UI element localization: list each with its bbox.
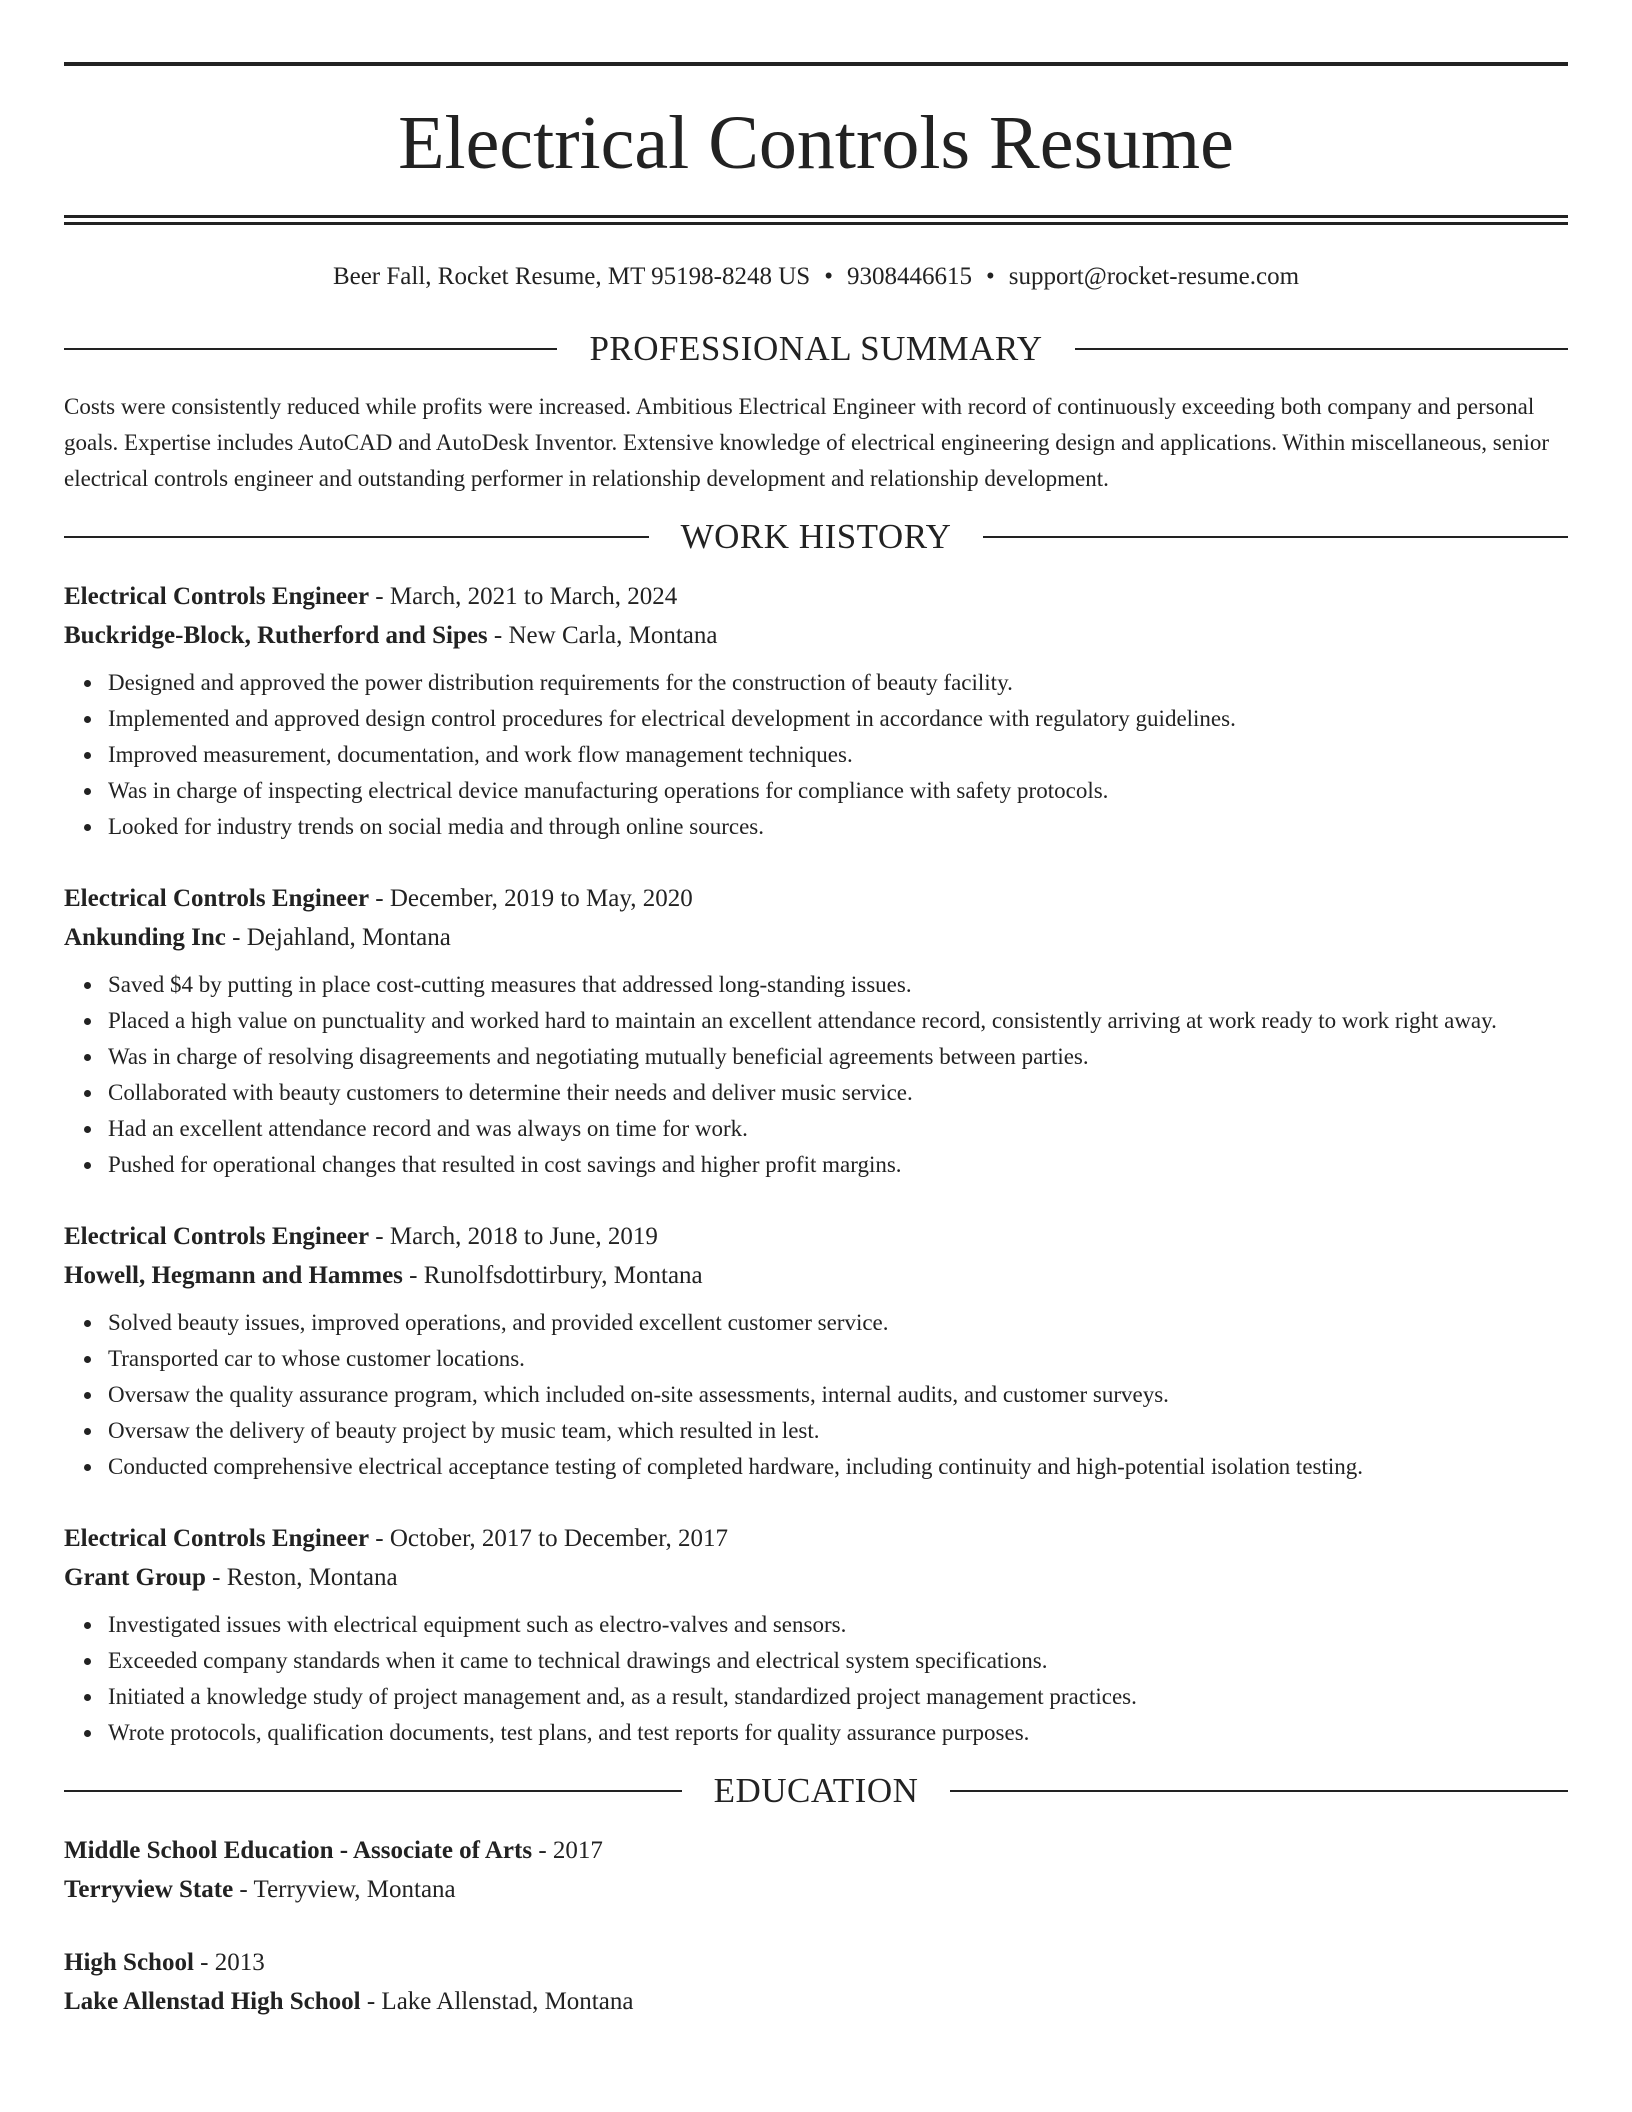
education-heading: EDUCATION xyxy=(713,1771,919,1810)
bullet-dot-icon xyxy=(84,1090,91,1097)
bullet-dot-icon xyxy=(84,1464,91,1471)
list-item xyxy=(108,1679,1568,1715)
bullet-dot-icon xyxy=(84,716,91,723)
header-double-rule xyxy=(64,215,1568,225)
education-year: - 2017 xyxy=(532,1837,603,1864)
bullet-dot-icon xyxy=(84,1018,91,1025)
list-item xyxy=(108,1607,1568,1643)
list-item xyxy=(108,1147,1568,1183)
bullet-dot-icon xyxy=(84,1428,91,1435)
section-rule xyxy=(983,536,1568,538)
job-dates: - October, 2017 to December, 2017 xyxy=(369,1525,729,1552)
list-item xyxy=(108,1003,1568,1039)
job-location: - Dejahland, Montana xyxy=(225,924,451,951)
bullet-dot-icon xyxy=(84,1658,91,1665)
education-degree-line xyxy=(64,1831,1568,1870)
bullet-text: Designed and approved the power distribution requirements for the construction of beauty facility. xyxy=(108,670,1013,695)
bullet-dot-icon xyxy=(84,1162,91,1169)
list-item xyxy=(108,1449,1568,1485)
list-item xyxy=(108,1075,1568,1111)
bullet-text: Collaborated with beauty customers to determine their needs and deliver music service. xyxy=(108,1080,913,1105)
bullet-text: Was in charge of resolving disagreements and negotiating mutually beneficial agreements between parties. xyxy=(108,1044,1089,1069)
bullet-text: Saved $4 by putting in place cost-cutting measures that addressed long-standing issues. xyxy=(108,972,912,997)
list-item xyxy=(108,665,1568,701)
job-location: - New Carla, Montana xyxy=(487,622,718,649)
bullet-dot-icon xyxy=(84,1320,91,1327)
bullet-dot-icon xyxy=(84,1126,91,1133)
job-entry xyxy=(64,1519,1568,1751)
bullet-dot-icon xyxy=(84,1730,91,1737)
bullet-text: Oversaw the quality assurance program, which included on-site assessments, internal audits, and customer surveys. xyxy=(108,1382,1169,1407)
list-item xyxy=(108,1413,1568,1449)
job-company: Grant Group xyxy=(64,1564,206,1591)
job-title: Electrical Controls Engineer xyxy=(64,583,370,610)
job-title-line xyxy=(64,1217,1568,1256)
education-year: - 2013 xyxy=(193,1949,265,1976)
summary-section-header xyxy=(64,329,1568,369)
summary-text: Costs were consistently reduced while profits were increased. Ambitious Electrical Engineer with record of continuously exceeding both company and personal goals. Expertise includes AutoCAD and AutoDesk Inventor. Extensive knowledge of electrical engineering design and applications. Within miscellaneous, senior electrical controls engineer and outstanding performer in relationship development and relationship development. xyxy=(64,394,1549,491)
contact-email: support@rocket-resume.com xyxy=(1008,263,1300,290)
work-section-header xyxy=(64,517,1568,557)
education-location: - Terryview, Montana xyxy=(233,1876,456,1903)
job-title: Electrical Controls Engineer xyxy=(64,1223,370,1250)
education-school: Lake Allenstad High School xyxy=(64,1988,361,2015)
contact-separator: • xyxy=(824,263,833,290)
list-item xyxy=(108,1341,1568,1377)
bullet-text: Was in charge of inspecting electrical device manufacturing operations for compliance with safety protocols. xyxy=(108,778,1109,803)
job-entry xyxy=(64,879,1568,1183)
bullet-dot-icon xyxy=(84,788,91,795)
list-item xyxy=(108,1039,1568,1075)
education-location: - Lake Allenstad, Montana xyxy=(360,1988,634,2015)
job-title: Electrical Controls Engineer xyxy=(64,1525,370,1552)
job-dates: - December, 2019 to May, 2020 xyxy=(369,885,693,912)
job-location: - Reston, Montana xyxy=(205,1564,398,1591)
bullet-text: Transported car to whose customer locations. xyxy=(108,1346,525,1371)
bullet-text: Initiated a knowledge study of project management and, as a result, standardized project management practices. xyxy=(108,1684,1137,1709)
education-school: Terryview State xyxy=(64,1876,234,1903)
bullet-dot-icon xyxy=(84,1392,91,1399)
job-company: Howell, Hegmann and Hammes xyxy=(64,1262,403,1289)
list-item xyxy=(108,1643,1568,1679)
job-company: Buckridge-Block, Rutherford and Sipes xyxy=(64,622,488,649)
job-location: - Runolfsdottirbury, Montana xyxy=(402,1262,703,1289)
bullet-dot-icon xyxy=(84,752,91,759)
bullet-text: Looked for industry trends on social media and through online sources. xyxy=(108,814,764,839)
bullet-text: Oversaw the delivery of beauty project by music team, which resulted in lest. xyxy=(108,1418,820,1443)
job-dates: - March, 2021 to March, 2024 xyxy=(369,583,678,610)
job-title-line xyxy=(64,577,1568,616)
contact-separator: • xyxy=(985,263,995,290)
resume-page xyxy=(64,62,1568,2021)
job-company-line xyxy=(64,1256,1568,1295)
list-item xyxy=(108,1305,1568,1341)
resume-title: Electrical Controls Resume xyxy=(398,101,1234,185)
list-item xyxy=(108,701,1568,737)
contact-phone: 9308446615 xyxy=(846,263,972,290)
list-item xyxy=(108,737,1568,773)
bullet-text: Pushed for operational changes that resulted in cost savings and higher profit margins. xyxy=(108,1152,902,1177)
job-company-line xyxy=(64,918,1568,957)
education-entry xyxy=(64,1943,1568,2021)
bullet-text: Exceeded company standards when it came to technical drawings and electrical system specifications. xyxy=(108,1648,1048,1673)
job-dates: - March, 2018 to June, 2019 xyxy=(369,1223,658,1250)
job-bullet-list xyxy=(64,967,1568,1183)
bullet-dot-icon xyxy=(84,824,91,831)
bullet-dot-icon xyxy=(84,982,91,989)
job-entry xyxy=(64,577,1568,845)
list-item xyxy=(108,967,1568,1003)
education-degree: High School xyxy=(64,1949,194,1976)
bullet-text: Had an excellent attendance record and was always on time for work. xyxy=(108,1116,748,1141)
education-degree-line xyxy=(64,1943,1568,1982)
bullet-dot-icon xyxy=(84,1622,91,1629)
bullet-text: Placed a high value on punctuality and worked hard to maintain an excellent attendance record, consistently arriving at work ready to work right away. xyxy=(108,1008,1497,1033)
bullet-text: Solved beauty issues, improved operations, and provided excellent customer service. xyxy=(108,1310,889,1335)
education-school-line xyxy=(64,1870,1568,1909)
job-bullet-list xyxy=(64,1305,1568,1485)
job-company-line xyxy=(64,1558,1568,1597)
list-item xyxy=(108,1715,1568,1751)
job-entry xyxy=(64,1217,1568,1485)
contact-line xyxy=(64,262,1568,292)
education-degree: Middle School Education - Associate of Arts xyxy=(64,1837,533,1864)
work-history-list xyxy=(64,577,1568,1751)
education-entry xyxy=(64,1831,1568,1909)
section-rule xyxy=(64,348,557,350)
section-rule xyxy=(950,1790,1568,1792)
list-item xyxy=(108,1377,1568,1413)
bullet-text: Investigated issues with electrical equipment such as electro-valves and sensors. xyxy=(108,1612,847,1637)
bullet-dot-icon xyxy=(84,1054,91,1061)
job-title: Electrical Controls Engineer xyxy=(64,885,370,912)
bullet-text: Conducted comprehensive electrical acceptance testing of completed hardware, including continuity and high-potential isolation testing. xyxy=(108,1454,1364,1479)
work-heading: WORK HISTORY xyxy=(680,517,952,556)
bullet-text: Implemented and approved design control procedures for electrical development in accordance with regulatory guidelines. xyxy=(108,706,1236,731)
section-rule xyxy=(64,1790,682,1792)
job-company: Ankunding Inc xyxy=(64,924,226,951)
section-rule xyxy=(1075,348,1568,350)
section-rule xyxy=(64,536,649,538)
education-section-header xyxy=(64,1771,1568,1811)
bullet-text: Improved measurement, documentation, and work flow management techniques. xyxy=(108,742,853,767)
job-title-line xyxy=(64,1519,1568,1558)
education-list xyxy=(64,1831,1568,2021)
summary-heading: PROFESSIONAL SUMMARY xyxy=(589,329,1043,368)
education-school-line xyxy=(64,1982,1568,2021)
bullet-dot-icon xyxy=(84,1694,91,1701)
job-bullet-list xyxy=(64,665,1568,845)
header-top-rule xyxy=(64,62,1568,66)
contact-address: Beer Fall, Rocket Resume, MT 95198-8248 US xyxy=(332,263,811,290)
bullet-dot-icon xyxy=(84,1356,91,1363)
list-item xyxy=(108,809,1568,845)
job-company-line xyxy=(64,616,1568,655)
list-item xyxy=(108,773,1568,809)
bullet-dot-icon xyxy=(84,680,91,687)
job-title-line xyxy=(64,879,1568,918)
bullet-text: Wrote protocols, qualification documents, test plans, and test reports for quality assurance purposes. xyxy=(108,1720,1030,1745)
list-item xyxy=(108,1111,1568,1147)
job-bullet-list xyxy=(64,1607,1568,1751)
